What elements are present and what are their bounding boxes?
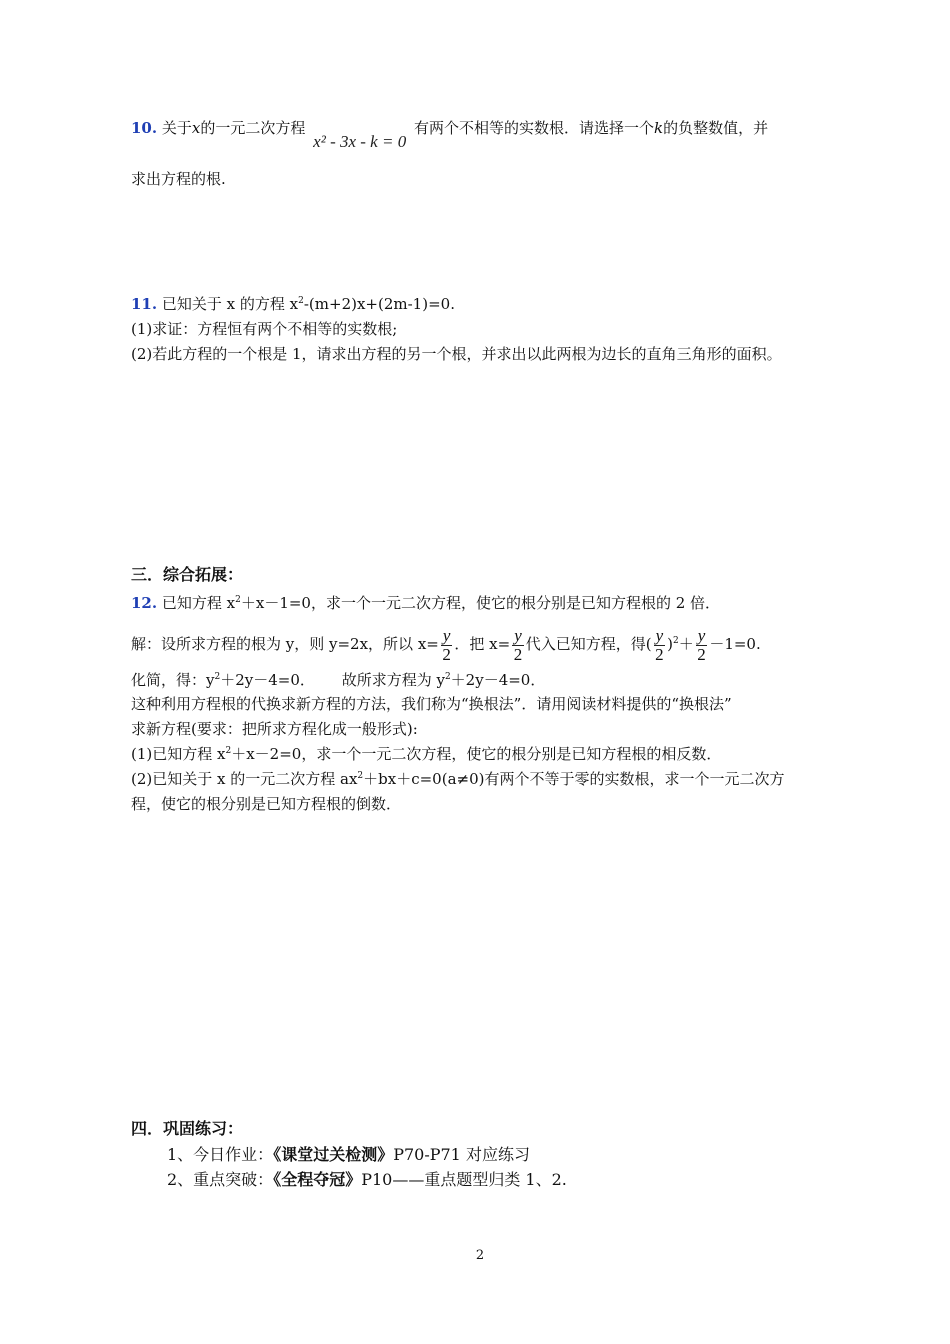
q12-line4: 这种利用方程根的代换求新方程的方法，我们称为“换根法”．请用阅读材料提供的“换根法” xyxy=(131,695,732,713)
q12-text-a: 已知方程 x xyxy=(161,594,236,612)
q12-simplify-b: ＋2y－4=0． xyxy=(220,671,315,689)
q12-sup3: 2 xyxy=(214,672,221,682)
q12-line2 xyxy=(131,624,761,664)
fraction-y-over-2 xyxy=(441,627,453,664)
fraction-y-over-2 xyxy=(696,627,708,664)
q12-sup5: 2 xyxy=(225,746,232,756)
q10-equation: x² - 3x - k = 0 xyxy=(313,132,407,151)
q11-text-b: -(m+2)x+(2m-1)=0. xyxy=(303,295,455,313)
fraction-numerator: y xyxy=(655,625,664,645)
q12-solution-a: 解：设所求方程的根为 y，则 y=2x，所以 x= xyxy=(131,635,439,653)
q10-line2: 求出方程的根. xyxy=(131,170,226,188)
q10-line1 xyxy=(131,118,769,151)
q10-var-x: x xyxy=(191,119,201,137)
fraction-denominator: 2 xyxy=(442,644,451,664)
fraction-denominator: 2 xyxy=(513,644,523,664)
q12-line6 xyxy=(131,744,721,764)
q12-simplify-a: 化简，得：y xyxy=(131,671,215,689)
page-number: 2 xyxy=(475,1248,485,1263)
q10-text-a: 关于 xyxy=(161,119,192,137)
q12-solution-d: ) xyxy=(667,635,674,653)
q11-text-a: 已知关于 x 的方程 x xyxy=(161,295,299,313)
fraction-y-over-2 xyxy=(654,627,666,664)
section3-heading: 三．综合拓展： xyxy=(131,565,244,584)
q11-number: 11. xyxy=(131,295,158,313)
q12-line3 xyxy=(131,670,545,690)
item1-pages: P70-P71 对应练习 xyxy=(393,1145,530,1164)
item2-book-title: 《全程夺冠》 xyxy=(273,1170,362,1189)
q12-sub2-b: ＋bx＋c=0(a≠0)有两个不等于零的实数根，求一个一元二次方 xyxy=(363,770,785,788)
item1-label: 1、今日作业： xyxy=(167,1145,274,1164)
q12-solution-e: ＋ xyxy=(678,635,694,653)
q12-text-b: ＋x－1=0，求一个一元二次方程，使它的根分别是已知方程根的 2 倍． xyxy=(240,594,721,612)
fraction-denominator: 2 xyxy=(655,644,664,664)
q11-line2: (1)求证：方程恒有两个不相等的实数根; xyxy=(131,320,398,338)
q10-var-k: k xyxy=(654,119,664,137)
q12-sub2-a: (2)已知关于 x 的一元二次方程 ax xyxy=(131,770,358,788)
fraction-numerator: y xyxy=(442,625,451,645)
q12-sup2: 2 xyxy=(673,636,679,646)
item2-label: 2、重点突破： xyxy=(167,1170,274,1189)
q12-sup4: 2 xyxy=(444,672,451,682)
q12-line5: 求新方程(要求：把所求方程化成一般形式): xyxy=(131,720,418,738)
q10-number: 10. xyxy=(131,119,158,137)
q12-line1 xyxy=(131,593,720,613)
q12-simplify-d: ＋2y－4=0． xyxy=(450,671,546,689)
q12-simplify-c: 故所求方程为 y xyxy=(341,671,445,689)
q10-text-d: 的负整数值，并 xyxy=(663,119,769,137)
q12-sup6: 2 xyxy=(357,771,364,781)
fraction-denominator: 2 xyxy=(697,644,706,664)
homework-item-1 xyxy=(167,1142,530,1165)
item2-pages: P10——重点题型归类 1、2. xyxy=(361,1170,567,1189)
q12-line7 xyxy=(131,769,785,789)
q10-text-b: 的一元二次方程 xyxy=(200,119,306,137)
q11-line1 xyxy=(131,294,455,314)
q12-solution-f: －1=0. xyxy=(709,635,761,653)
q12-sup1: 2 xyxy=(235,595,241,605)
homework-item-2 xyxy=(167,1167,567,1190)
q11-sup: 2 xyxy=(298,296,304,306)
q12-number: 12. xyxy=(131,594,158,612)
q12-solution-b: ．把 x= xyxy=(454,635,511,653)
fraction-numerator: y xyxy=(697,625,706,645)
fraction-numerator: y xyxy=(514,625,522,645)
item1-book-title: 《课堂过关检测》 xyxy=(273,1145,394,1164)
q12-sub1-b: ＋x－2=0，求一个一元二次方程，使它的根分别是已知方程根的相反数． xyxy=(231,745,722,763)
q12-sub1-a: (1)已知方程 x xyxy=(131,745,226,763)
q12-solution-c: 代入已知方程，得( xyxy=(525,635,652,653)
q11-line3: (2)若此方程的一个根是 1，请求出方程的另一个根，并求出以此两根为边长的直角三角形的面积。 xyxy=(131,345,782,363)
q12-line8: 程，使它的根分别是已知方程根的倒数． xyxy=(131,795,402,813)
fraction-y-over-2 xyxy=(512,627,524,664)
section4-heading: 四．巩固练习： xyxy=(131,1119,244,1138)
q10-text-c: 有两个不相等的实数根．请选择一个 xyxy=(413,119,654,137)
